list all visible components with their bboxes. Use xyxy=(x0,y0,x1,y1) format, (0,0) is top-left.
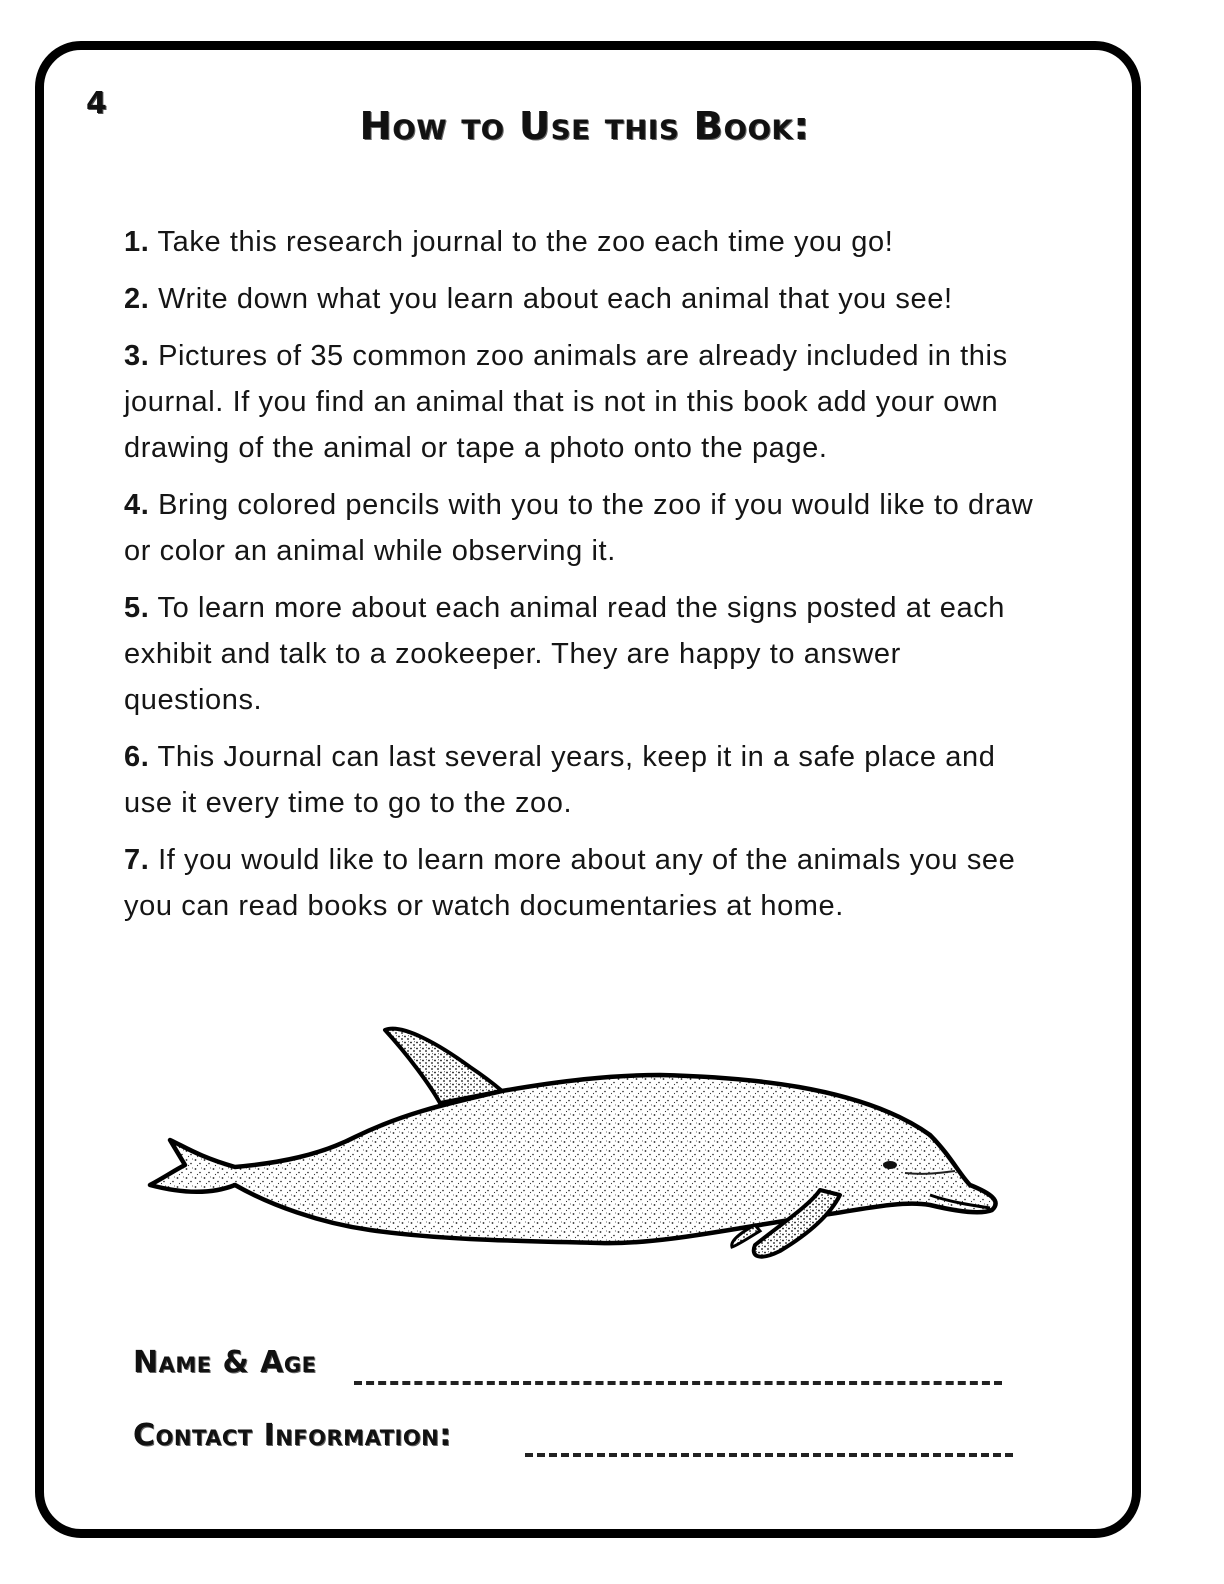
instruction-number: 5. xyxy=(124,592,150,624)
name-age-label: Name & Age xyxy=(133,1345,317,1380)
instruction-item xyxy=(124,482,1034,574)
name-age-field[interactable] xyxy=(354,1381,1002,1385)
instruction-number: 2. xyxy=(124,283,150,315)
instruction-item xyxy=(124,837,1044,929)
instruction-number: 6. xyxy=(124,741,150,773)
instruction-item xyxy=(124,276,984,322)
instruction-text: If you would like to learn more about any of the animals you see you can read books or watch documentaries at home. xyxy=(124,844,1016,922)
dolphin-illustration xyxy=(140,1005,1010,1275)
instructions-list xyxy=(124,219,1064,940)
contact-information-label: Contact Information: xyxy=(133,1418,452,1453)
instruction-number: 7. xyxy=(124,844,150,876)
page-title: How to Use this Book: xyxy=(359,104,811,148)
instruction-text: This Journal can last several years, keep it in a safe place and use it every time to go to the zoo. xyxy=(124,741,996,819)
instruction-number: 1. xyxy=(124,226,150,258)
instruction-text: Bring colored pencils with you to the zoo if you would like to draw or color an animal while observing it. xyxy=(124,489,1034,567)
instruction-text: Write down what you learn about each animal that you see! xyxy=(158,283,953,315)
instruction-text: To learn more about each animal read the signs posted at each exhibit and talk to a zookeeper. They are happy to answer questions. xyxy=(124,592,1006,716)
page-number: 4 xyxy=(86,86,107,121)
instruction-item xyxy=(124,333,1054,471)
contact-information-field[interactable] xyxy=(525,1453,1013,1457)
instruction-text: Take this research journal to the zoo each time you go! xyxy=(157,226,894,258)
instruction-item xyxy=(124,734,1044,826)
instruction-item xyxy=(124,219,1064,265)
instruction-item xyxy=(124,585,1024,723)
instruction-number: 3. xyxy=(124,340,150,372)
instruction-text: Pictures of 35 common zoo animals are already included in this journal. If you find an animal that is not in this book add your own drawing of the animal or tape a photo onto the page. xyxy=(124,340,1008,464)
instruction-number: 4. xyxy=(124,489,150,521)
